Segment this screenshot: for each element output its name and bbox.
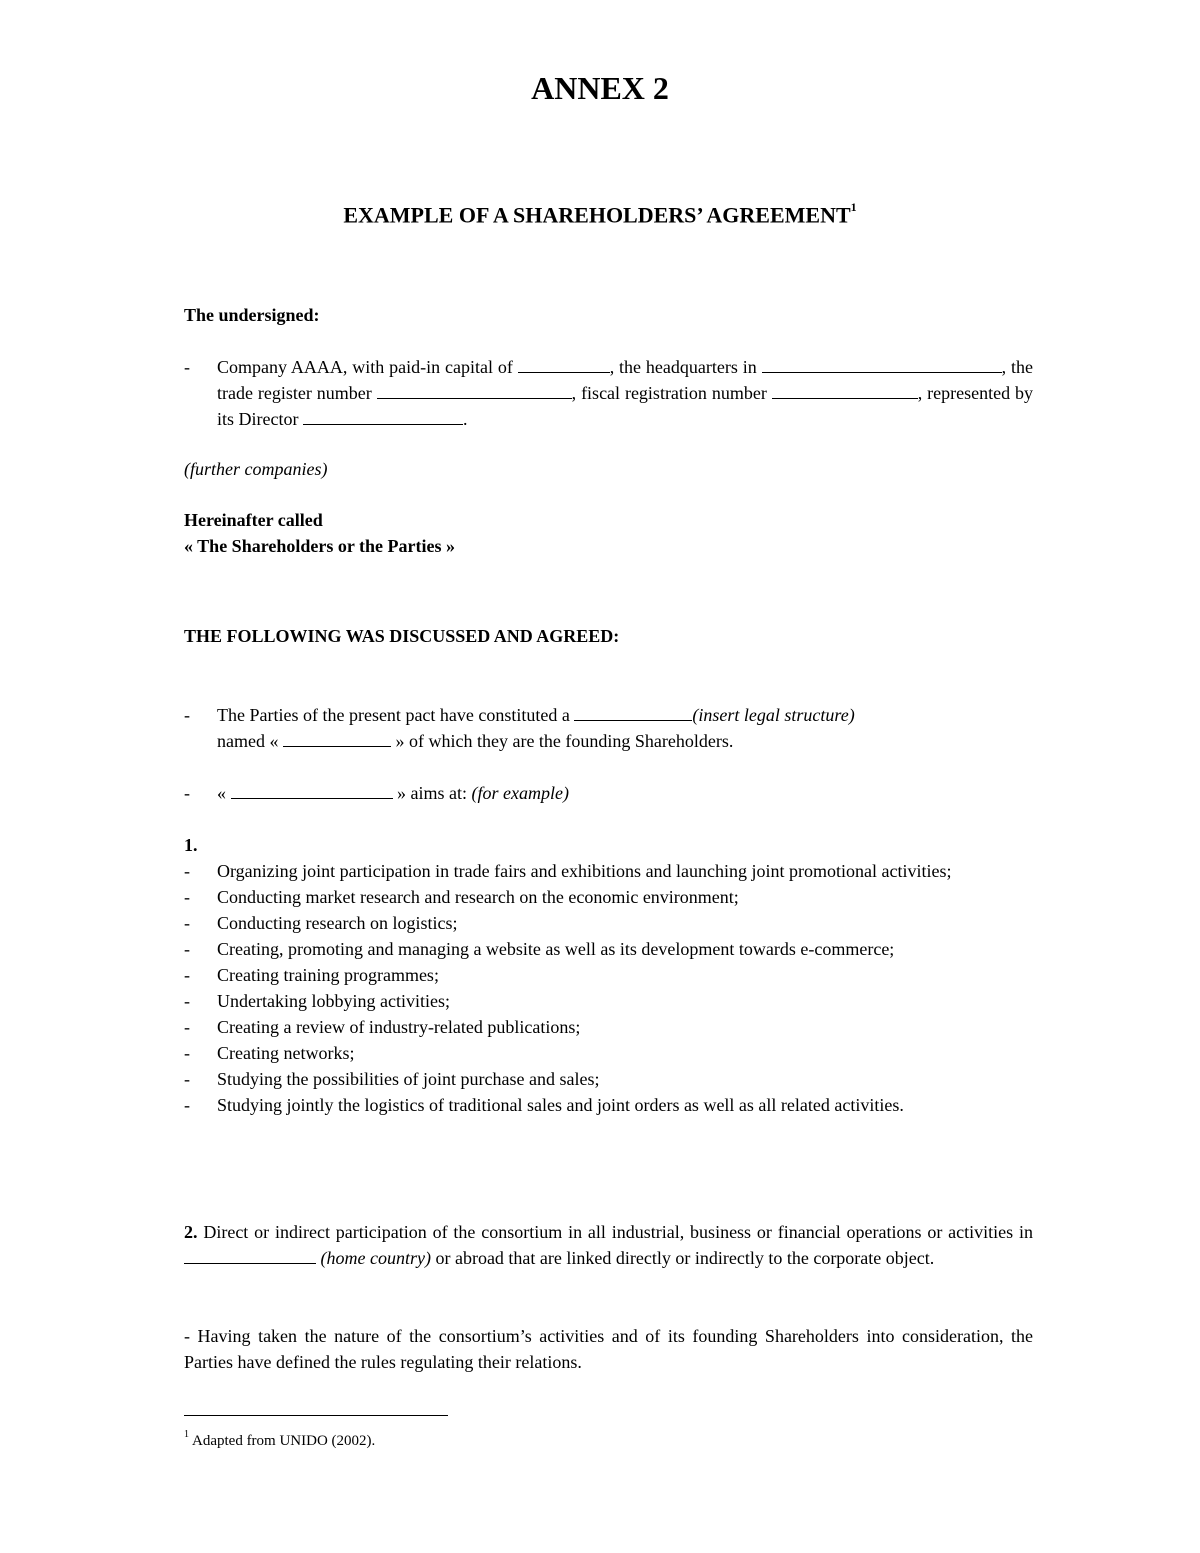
parties-entry xyxy=(184,702,1033,754)
company-bullet xyxy=(184,354,1033,432)
list-item xyxy=(184,910,1033,936)
list-item xyxy=(184,1092,1033,1118)
company-text-3: , the trade register number xyxy=(217,357,1033,403)
company-text-2: , the headquarters in xyxy=(609,357,762,377)
director-blank[interactable] xyxy=(303,406,463,425)
agreement-title xyxy=(0,192,1200,233)
section-2-paragraph xyxy=(184,1219,1033,1271)
activities-list xyxy=(184,858,1033,1118)
section-1-number: 1. xyxy=(184,835,198,855)
parties-text-1: The Parties of the present pact have constituted a xyxy=(217,705,575,725)
aims-bullet xyxy=(184,780,1033,806)
list-item xyxy=(184,962,1033,988)
aims-text-1: « xyxy=(217,783,231,803)
section-2-number: 2. xyxy=(184,1222,198,1242)
company-text-6: . xyxy=(462,409,468,429)
section-2-text-1: Direct or indirect participation of the consortium in all industrial, business or financial operations or activities in xyxy=(197,1222,1033,1242)
company-text-1: Company AAAA, with paid-in capital of xyxy=(217,357,518,377)
parties-text-2: named « xyxy=(217,731,283,751)
list-item-text: Studying the possibilities of joint purchase and sales; xyxy=(217,1069,600,1089)
bullet-dash: - xyxy=(184,861,190,881)
relations-paragraph: - Having taken the nature of the consortium’s activities and of its founding Shareholders into consideration, the Parties have defined the rules regulating their relations. xyxy=(184,1326,1033,1372)
footnote xyxy=(184,1426,375,1452)
bullet-dash: - xyxy=(184,965,190,985)
list-item-text: Organizing joint participation in trade fairs and exhibitions and launching joint promotional activities; xyxy=(217,861,952,881)
list-item-text: Creating, promoting and managing a website as well as its development towards e-commerce; xyxy=(217,939,895,959)
aims-text-2: » aims at: xyxy=(392,783,472,803)
list-item xyxy=(184,858,1033,884)
capital-blank[interactable] xyxy=(518,354,610,373)
aims-entry xyxy=(184,780,1033,806)
footnote-number: 1 xyxy=(184,1429,189,1440)
bullet-dash: - xyxy=(184,1095,190,1115)
trade-register-blank[interactable] xyxy=(377,380,572,399)
bullet-dash: - xyxy=(184,357,190,377)
headquarters-blank[interactable] xyxy=(762,354,1002,373)
list-item-text: Creating a review of industry-related publications; xyxy=(217,1017,581,1037)
hereinafter-line-2: « The Shareholders or the Parties » xyxy=(184,536,455,556)
company-entry xyxy=(184,354,1033,432)
agreement-title-text: EXAMPLE OF A SHAREHOLDERS’ AGREEMENT xyxy=(343,202,851,228)
fiscal-registration-blank[interactable] xyxy=(772,380,918,399)
list-item-text: Undertaking lobbying activities; xyxy=(217,991,450,1011)
list-item-text: Creating networks; xyxy=(217,1043,355,1063)
section-2-text-2: or abroad that are linked directly or indirectly to the corporate object. xyxy=(430,1248,935,1268)
company-text-5: , represented by its Director xyxy=(217,383,1033,429)
bullet-dash: - xyxy=(184,1069,190,1089)
list-item xyxy=(184,884,1033,910)
undersigned-heading: The undersigned: xyxy=(184,305,320,325)
legal-structure-hint: (insert legal structure) xyxy=(692,705,855,725)
parties-bullet xyxy=(184,702,1033,754)
further-companies-note: (further companies) xyxy=(184,459,328,479)
footnote-reference: 1 xyxy=(850,200,857,214)
bullet-dash: - xyxy=(184,913,190,933)
footnote-text: Adapted from UNIDO (2002). xyxy=(192,1433,376,1449)
list-item xyxy=(184,1066,1033,1092)
aims-example-hint: (for example) xyxy=(471,783,569,803)
company-text-4: , fiscal registration number xyxy=(571,383,772,403)
bullet-dash: - xyxy=(184,991,190,1011)
parties-text-3: » of which they are the founding Shareholders. xyxy=(390,731,734,751)
agreed-heading: THE FOLLOWING WAS DISCUSSED AND AGREED: xyxy=(184,626,620,646)
bullet-dash: - xyxy=(184,783,190,803)
consortium-name-blank[interactable] xyxy=(283,728,391,747)
list-item xyxy=(184,1040,1033,1066)
hereinafter-line-1: Hereinafter called xyxy=(184,510,323,530)
home-country-hint: (home country) xyxy=(320,1248,431,1268)
list-item xyxy=(184,936,1033,962)
legal-structure-blank[interactable] xyxy=(574,702,692,721)
list-item-text: Studying jointly the logistics of traditional sales and joint orders as well as all related activities. xyxy=(217,1095,904,1115)
bullet-dash: - xyxy=(184,705,190,725)
home-country-blank[interactable] xyxy=(184,1245,316,1264)
bullet-dash: - xyxy=(184,939,190,959)
annex-heading: ANNEX 2 xyxy=(531,70,669,106)
bullet-dash: - xyxy=(184,887,190,907)
list-item-text: Creating training programmes; xyxy=(217,965,439,985)
footnote-divider xyxy=(184,1415,448,1416)
list-item-text: Conducting research on logistics; xyxy=(217,913,458,933)
bullet-dash: - xyxy=(184,1017,190,1037)
list-item xyxy=(184,1014,1033,1040)
bullet-dash: - xyxy=(184,1043,190,1063)
list-item xyxy=(184,988,1033,1014)
aims-name-blank[interactable] xyxy=(231,780,393,799)
list-item-text: Conducting market research and research on the economic environment; xyxy=(217,887,739,907)
